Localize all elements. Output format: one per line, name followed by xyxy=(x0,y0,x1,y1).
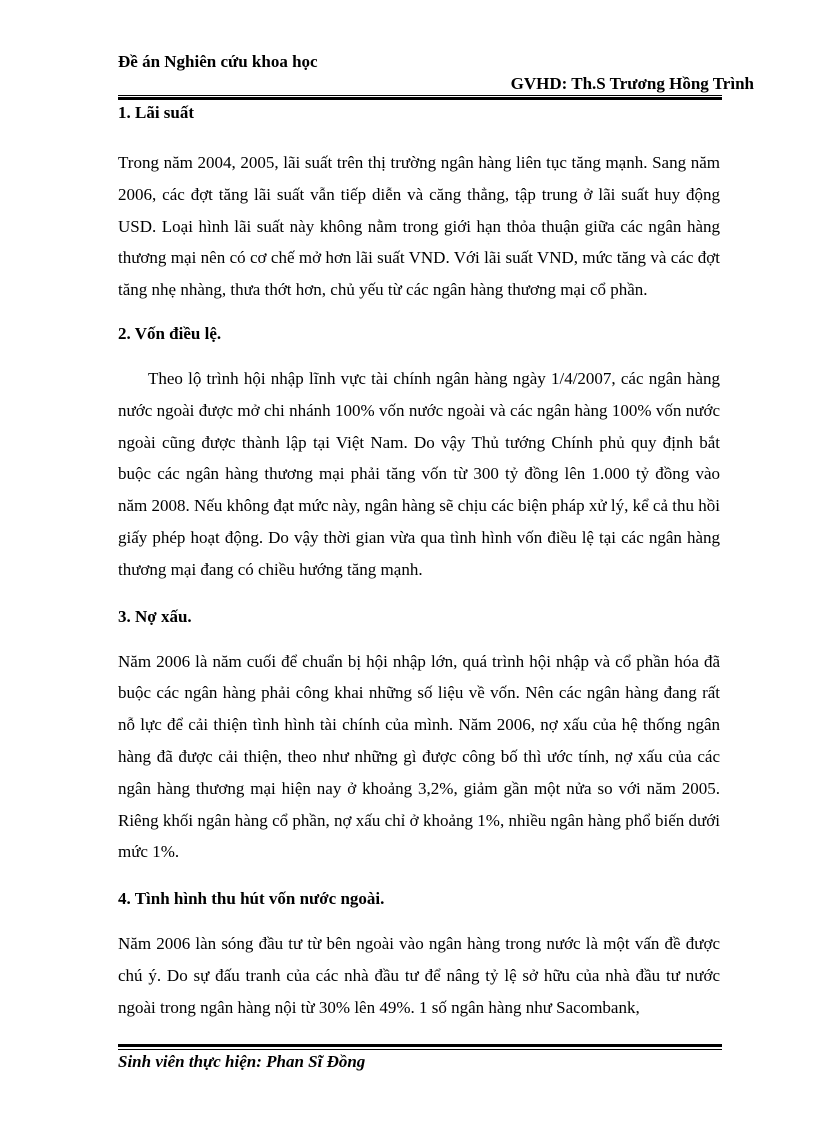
page-body xyxy=(118,100,720,1024)
section-heading-bad-debt: 3. Nợ xấu. xyxy=(118,606,192,626)
footer-divider-thick xyxy=(118,1044,722,1047)
header-divider-thin xyxy=(118,95,722,96)
section-paragraph-charter-capital: Theo lộ trình hội nhập lĩnh vực tài chính ngân hàng ngày 1/4/2007, các ngân hàng nước ngoài được mở chi nhánh 100% vốn nước ngoài và các ngân hàng 100% vốn nước ngoài cũng được thành lập tại Việt Nam. Do vậy Thủ tướng Chính phủ quy định bắt buộc các ngân hàng thương mại phải tăng vốn từ 300 tỷ đồng lên 1.000 tỷ đồng vào năm 2008. Nếu không đạt mức này, ngân hàng sẽ chịu các biện pháp xử lý, kể cả thu hồi giấy phép hoạt động. Do vậy thời gian vừa qua tình hình vốn điều lệ tại các ngân hàng thương mại đang có chiều hướng tăng mạnh. xyxy=(118,368,720,579)
document-header-title: Đề án Nghiên cứu khoa học xyxy=(118,52,318,71)
footer-divider-thin xyxy=(118,1049,722,1050)
section-heading-charter-capital: 2. Vốn điều lệ. xyxy=(118,323,222,343)
document-footer-author: Sinh viên thực hiện: Phan Sĩ Đồng xyxy=(118,1052,366,1071)
section-paragraph-bad-debt: Năm 2006 là năm cuối để chuẩn bị hội nhập lớn, quá trình hội nhập và cổ phần hóa đã buộc các ngân hàng phải công khai những số liệu về vốn. Nên các ngân hàng đang rất nỗ lực để cải thiện tình hình tài chính của mình. Năm 2006, nợ xấu của hệ thống ngân hàng đã được cải thiện, theo như những gì được công bố thì ước tính, nợ xấu của các ngân hàng thương mại hiện nay ở khoảng 3,2%, giảm gần một nửa so với năm 2005. Riêng khối ngân hàng cổ phần, nợ xấu chỉ ở khoảng 1%, nhiều ngân hàng phổ biến dưới mức 1%. xyxy=(118,651,720,862)
section-paragraph-interest-rate: Trong năm 2004, 2005, lãi suất trên thị trường ngân hàng liên tục tăng mạnh. Sang năm 2006, các đợt tăng lãi suất vẫn tiếp diễn và căng thẳng, tập trung ở lãi suất huy động USD. Loại hình lãi suất này không nằm trong giới hạn thỏa thuận giữa các ngân hàng thương mại nên có cơ chế mở hơn lãi suất VND. Với lãi suất VND, mức tăng và các đợt tăng nhẹ nhàng, thưa thớt hơn, chủ yếu từ các ngân hàng thương mại cổ phần. xyxy=(118,153,720,300)
document-header-supervisor: GVHD: Th.S Trương Hồng Trình xyxy=(510,74,754,93)
section-heading-interest-rate: 1. Lãi suất xyxy=(118,103,195,122)
section-heading-foreign-capital: 4. Tình hình thu hút vốn nước ngoài. xyxy=(118,889,385,909)
section-paragraph-foreign-capital: Năm 2006 làn sóng đầu tư từ bên ngoài vào ngân hàng trong nước là một vấn đề được chú ý. Do sự đấu tranh của các nhà đầu tư để nâng tỷ lệ sở hữu của nhà đầu tư nước ngoài trong ngân hàng nội từ 30% lên 49%. 1 số ngân hàng như Sacombank, xyxy=(118,934,720,1017)
